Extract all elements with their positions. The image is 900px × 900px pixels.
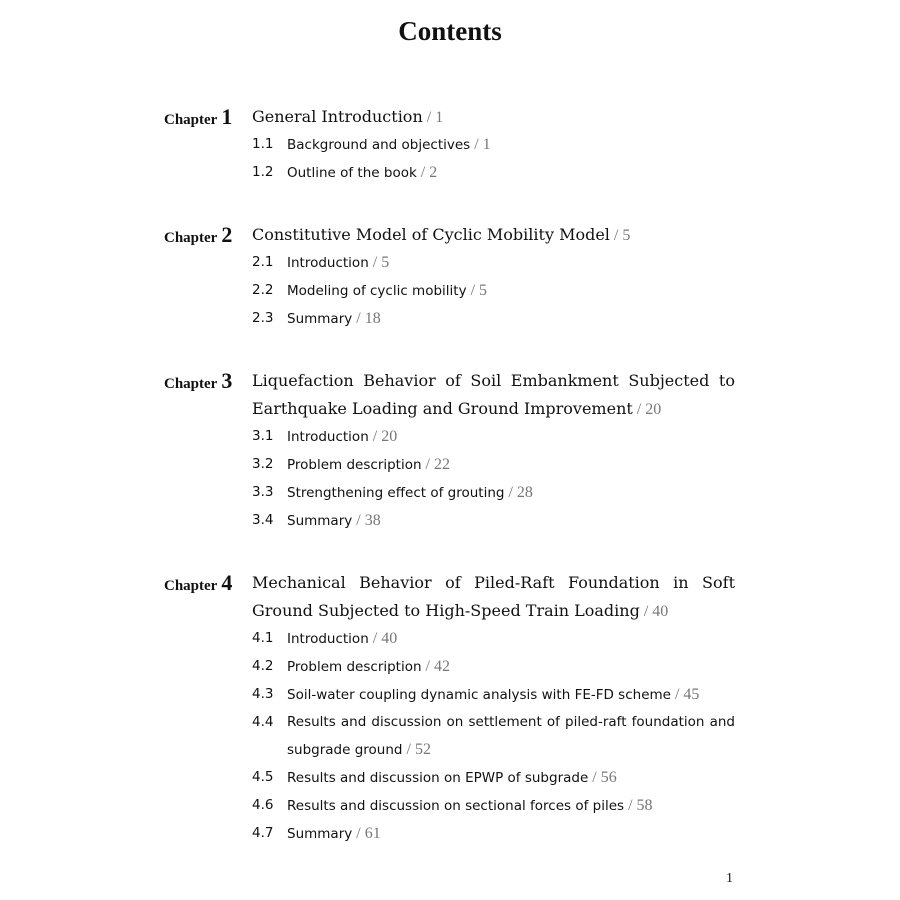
chapter-label (164, 366, 232, 399)
chapter-number: 1 (221, 104, 233, 129)
chapter-title[interactable]: Liquefaction Behavior of Soil Embankment Subjected to Earthquake Loading and Ground Improvement (252, 371, 735, 418)
page-separator: / (670, 686, 684, 703)
section-page: 28 (516, 484, 533, 501)
section-number: 4.5 (252, 769, 274, 785)
page-separator: / (639, 603, 653, 620)
section-entry[interactable] (252, 709, 735, 764)
chapter-title-line[interactable] (252, 102, 735, 132)
section-title[interactable]: Soil-water coupling dynamic analysis with FE-FD scheme (287, 687, 671, 703)
section-title[interactable]: Summary (287, 826, 353, 842)
chapter-title[interactable]: General Introduction (252, 107, 423, 126)
section-title[interactable]: Problem description (287, 659, 422, 675)
section-entry[interactable] (252, 681, 735, 709)
chapter-title-line[interactable] (252, 366, 735, 424)
section-number: 2.3 (252, 310, 274, 326)
chapter-word: Chapter (164, 578, 218, 594)
chapter-page: 1 (435, 109, 444, 126)
section-page: 42 (434, 658, 450, 675)
page-separator: / (421, 658, 434, 675)
section-entry[interactable] (252, 249, 735, 277)
section-page: 45 (683, 686, 700, 703)
page-separator: / (504, 484, 517, 501)
page-separator: / (422, 109, 436, 126)
section-list (252, 423, 735, 535)
section-page: 22 (434, 456, 450, 473)
section-entry[interactable] (252, 451, 735, 479)
section-number: 4.7 (252, 825, 274, 841)
section-page: 61 (364, 825, 381, 842)
page-separator: / (421, 456, 434, 473)
chapter-entry (164, 568, 735, 848)
section-title[interactable]: Introduction (287, 429, 369, 445)
section-title[interactable]: Modeling of cyclic mobility (287, 283, 467, 299)
section-title-line (287, 792, 735, 820)
section-page: 5 (381, 254, 390, 271)
section-title-line (287, 249, 735, 277)
section-title-line (287, 507, 735, 535)
section-title[interactable]: Introduction (287, 631, 369, 647)
section-entry[interactable] (252, 423, 735, 451)
section-number: 1.1 (252, 136, 274, 152)
section-number: 4.2 (252, 658, 274, 674)
chapter-title-line[interactable] (252, 220, 735, 250)
chapter-page: 5 (622, 227, 631, 244)
section-title[interactable]: Outline of the book (287, 165, 417, 181)
section-entry[interactable] (252, 159, 735, 187)
section-number: 2.2 (252, 282, 274, 298)
section-number: 3.2 (252, 456, 274, 472)
chapter-entry (164, 220, 735, 333)
section-title-line (287, 479, 735, 507)
chapter-entry (164, 366, 735, 535)
section-title[interactable]: Problem description (287, 457, 422, 473)
page-separator: / (588, 769, 601, 786)
section-title-line (287, 159, 735, 187)
section-entry[interactable] (252, 625, 735, 653)
section-title-line (287, 131, 735, 159)
page-separator: / (352, 825, 365, 842)
section-list (252, 625, 735, 848)
section-title-line (287, 681, 735, 709)
section-entry[interactable] (252, 507, 735, 535)
page-separator: / (368, 630, 382, 647)
page-separator: / (368, 428, 382, 445)
section-title[interactable]: Summary (287, 311, 353, 327)
section-title[interactable]: Introduction (287, 255, 369, 271)
table-of-contents (164, 102, 735, 881)
section-title-line (287, 709, 735, 764)
section-number: 3.3 (252, 484, 274, 500)
chapter-number: 3 (221, 368, 233, 393)
page-separator: / (632, 401, 646, 418)
section-page: 40 (381, 630, 398, 647)
section-entry[interactable] (252, 305, 735, 333)
section-number: 4.4 (252, 714, 274, 730)
page-separator: / (352, 512, 365, 529)
section-title[interactable]: Results and discussion on sectional forces of piles (287, 798, 625, 814)
section-number: 4.1 (252, 630, 274, 646)
section-number: 1.2 (252, 164, 274, 180)
page-separator: / (352, 310, 365, 327)
section-title[interactable]: Results and discussion on settlement of piled-raft foundation and subgrade ground (287, 714, 735, 758)
section-number: 2.1 (252, 254, 274, 270)
section-page: 1 (482, 136, 491, 153)
page-separator: / (368, 254, 382, 271)
section-entry[interactable] (252, 653, 735, 681)
section-title-line (287, 653, 735, 681)
section-title-line (287, 625, 735, 653)
section-title[interactable]: Summary (287, 513, 353, 529)
section-page: 38 (364, 512, 381, 529)
section-entry[interactable] (252, 277, 735, 305)
section-list (252, 249, 735, 333)
page-number: 1 (726, 871, 733, 886)
section-page: 18 (364, 310, 381, 327)
section-title-line (287, 451, 735, 479)
page-separator: / (624, 797, 637, 814)
chapter-page: 20 (645, 401, 662, 418)
page-title: Contents (398, 16, 502, 46)
chapter-page: 40 (652, 603, 669, 620)
section-page: 20 (381, 428, 398, 445)
page-separator: / (466, 282, 480, 299)
chapter-title[interactable]: Mechanical Behavior of Piled-Raft Foundation in Soft Ground Subjected to High-Speed Train Loading (252, 573, 735, 620)
chapter-title[interactable]: Constitutive Model of Cyclic Mobility Model (252, 225, 610, 244)
section-entry[interactable] (252, 820, 735, 848)
section-page: 56 (600, 769, 617, 786)
chapter-label (164, 220, 232, 253)
chapter-label (164, 102, 232, 135)
section-title[interactable]: Results and discussion on EPWP of subgrade (287, 770, 589, 786)
chapter-label (164, 568, 232, 601)
chapter-word: Chapter (164, 376, 218, 392)
section-number: 4.6 (252, 797, 274, 813)
section-title-line (287, 423, 735, 451)
chapter-entry (164, 102, 735, 187)
section-title[interactable]: Strengthening effect of grouting (287, 485, 505, 501)
section-title-line (287, 277, 735, 305)
section-page: 58 (636, 797, 653, 814)
page-separator: / (416, 164, 430, 181)
page-separator: / (609, 227, 623, 244)
section-page: 52 (414, 741, 431, 758)
section-entry[interactable] (252, 764, 735, 792)
section-number: 3.4 (252, 512, 274, 528)
page-separator: / (470, 136, 483, 153)
section-title-line (287, 305, 735, 333)
section-page: 2 (429, 164, 438, 181)
section-list (252, 131, 735, 187)
chapter-word: Chapter (164, 112, 218, 128)
section-entry[interactable] (252, 479, 735, 507)
chapter-word: Chapter (164, 230, 218, 246)
section-page: 5 (479, 282, 488, 299)
chapter-number: 2 (221, 222, 233, 247)
page-separator: / (402, 741, 415, 758)
chapter-title-line[interactable] (252, 568, 735, 626)
chapter-number: 4 (221, 570, 233, 595)
section-title-line (287, 820, 735, 848)
section-entry[interactable] (252, 131, 735, 159)
section-number: 4.3 (252, 686, 274, 702)
section-entry[interactable] (252, 792, 735, 820)
section-number: 3.1 (252, 428, 274, 444)
section-title-line (287, 764, 735, 792)
section-title[interactable]: Background and objectives (287, 137, 471, 153)
